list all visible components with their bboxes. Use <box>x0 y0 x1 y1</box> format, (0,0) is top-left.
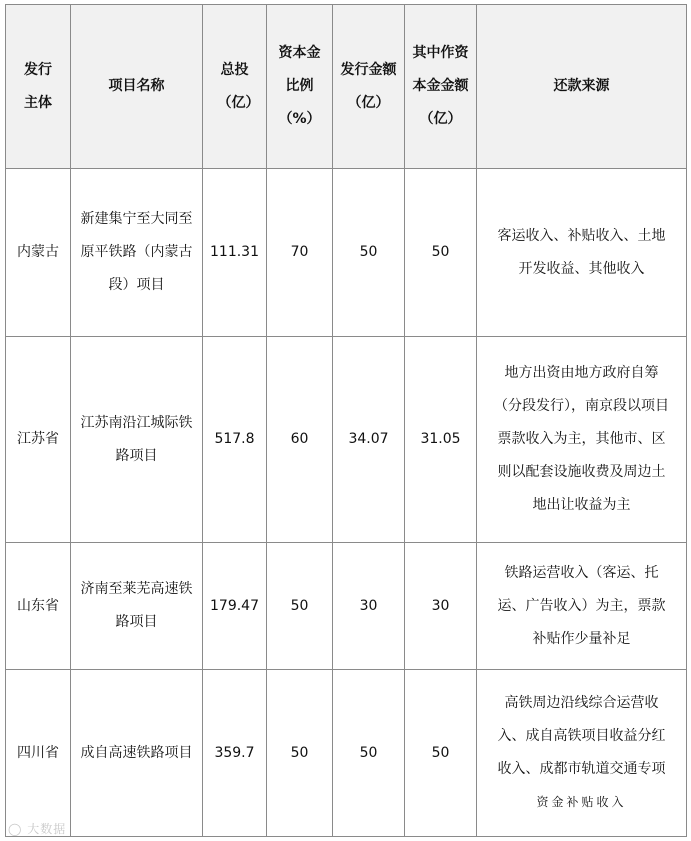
header-capital-ratio: 资本金比例（%） <box>267 5 333 169</box>
cell-total-investment: 179.47 <box>203 543 267 670</box>
cell-capital-ratio: 50 <box>267 670 333 837</box>
cell-issue-amount: 34.07 <box>333 337 405 543</box>
cell-repayment-source: 铁路运营收入（客运、托运、广告收入）为主，票款补贴作少量补足 <box>477 543 687 670</box>
cell-issuer: 山东省 <box>6 543 71 670</box>
table-row <box>6 670 687 837</box>
cell-repayment-source: 高铁周边沿线综合运营收入、成自高铁项目收益分红收入、成都市轨道交通专项 资金补贴收入 <box>477 670 687 837</box>
header-issue-amount: 发行金额（亿） <box>333 5 405 169</box>
cell-repayment-source: 客运收入、补贴收入、土地开发收益、其他收入 <box>477 169 687 337</box>
table-row <box>6 169 687 337</box>
table-row <box>6 543 687 670</box>
cell-capital-amount: 50 <box>405 670 477 837</box>
header-project-name: 项目名称 <box>71 5 203 169</box>
cell-project-name: 新建集宁至大同至原平铁路（内蒙古段）项目 <box>71 169 203 337</box>
bond-project-table <box>5 4 687 837</box>
repayment-source-tail: 资金补贴收入 <box>536 795 627 809</box>
cell-issue-amount: 30 <box>333 543 405 670</box>
header-total-investment: 总投（亿） <box>203 5 267 169</box>
cell-capital-ratio: 50 <box>267 543 333 670</box>
cell-total-investment: 359.7 <box>203 670 267 837</box>
watermark-text: 大数据 <box>27 822 67 836</box>
cell-capital-ratio: 70 <box>267 169 333 337</box>
cell-total-investment: 517.8 <box>203 337 267 543</box>
header-capital-amount: 其中作资本金金额（亿） <box>405 5 477 169</box>
cell-issuer: 四川省 <box>6 670 71 837</box>
cell-project-name: 成自高速铁路项目 <box>71 670 203 837</box>
cell-capital-ratio: 60 <box>267 337 333 543</box>
cell-project-name: 济南至莱芜高速铁路项目 <box>71 543 203 670</box>
cell-capital-amount: 50 <box>405 169 477 337</box>
cell-issue-amount: 50 <box>333 169 405 337</box>
watermark-logo-icon: ◯ <box>8 822 23 836</box>
cell-total-investment: 111.31 <box>203 169 267 337</box>
cell-issuer: 内蒙古 <box>6 169 71 337</box>
cell-project-name: 江苏南沿江城际铁路项目 <box>71 337 203 543</box>
header-repayment-source: 还款来源 <box>477 5 687 169</box>
watermark <box>8 820 66 837</box>
cell-issuer: 江苏省 <box>6 337 71 543</box>
table-row <box>6 337 687 543</box>
header-issuer: 发行主体 <box>6 5 71 169</box>
table-header-row <box>6 5 687 169</box>
cell-capital-amount: 31.05 <box>405 337 477 543</box>
cell-repayment-source: 地方出资由地方政府自筹（分段发行），南京段以项目票款收入为主，其他市、区则以配套设施收费及周边土地出让收益为主 <box>477 337 687 543</box>
cell-capital-amount: 30 <box>405 543 477 670</box>
cell-issue-amount: 50 <box>333 670 405 837</box>
